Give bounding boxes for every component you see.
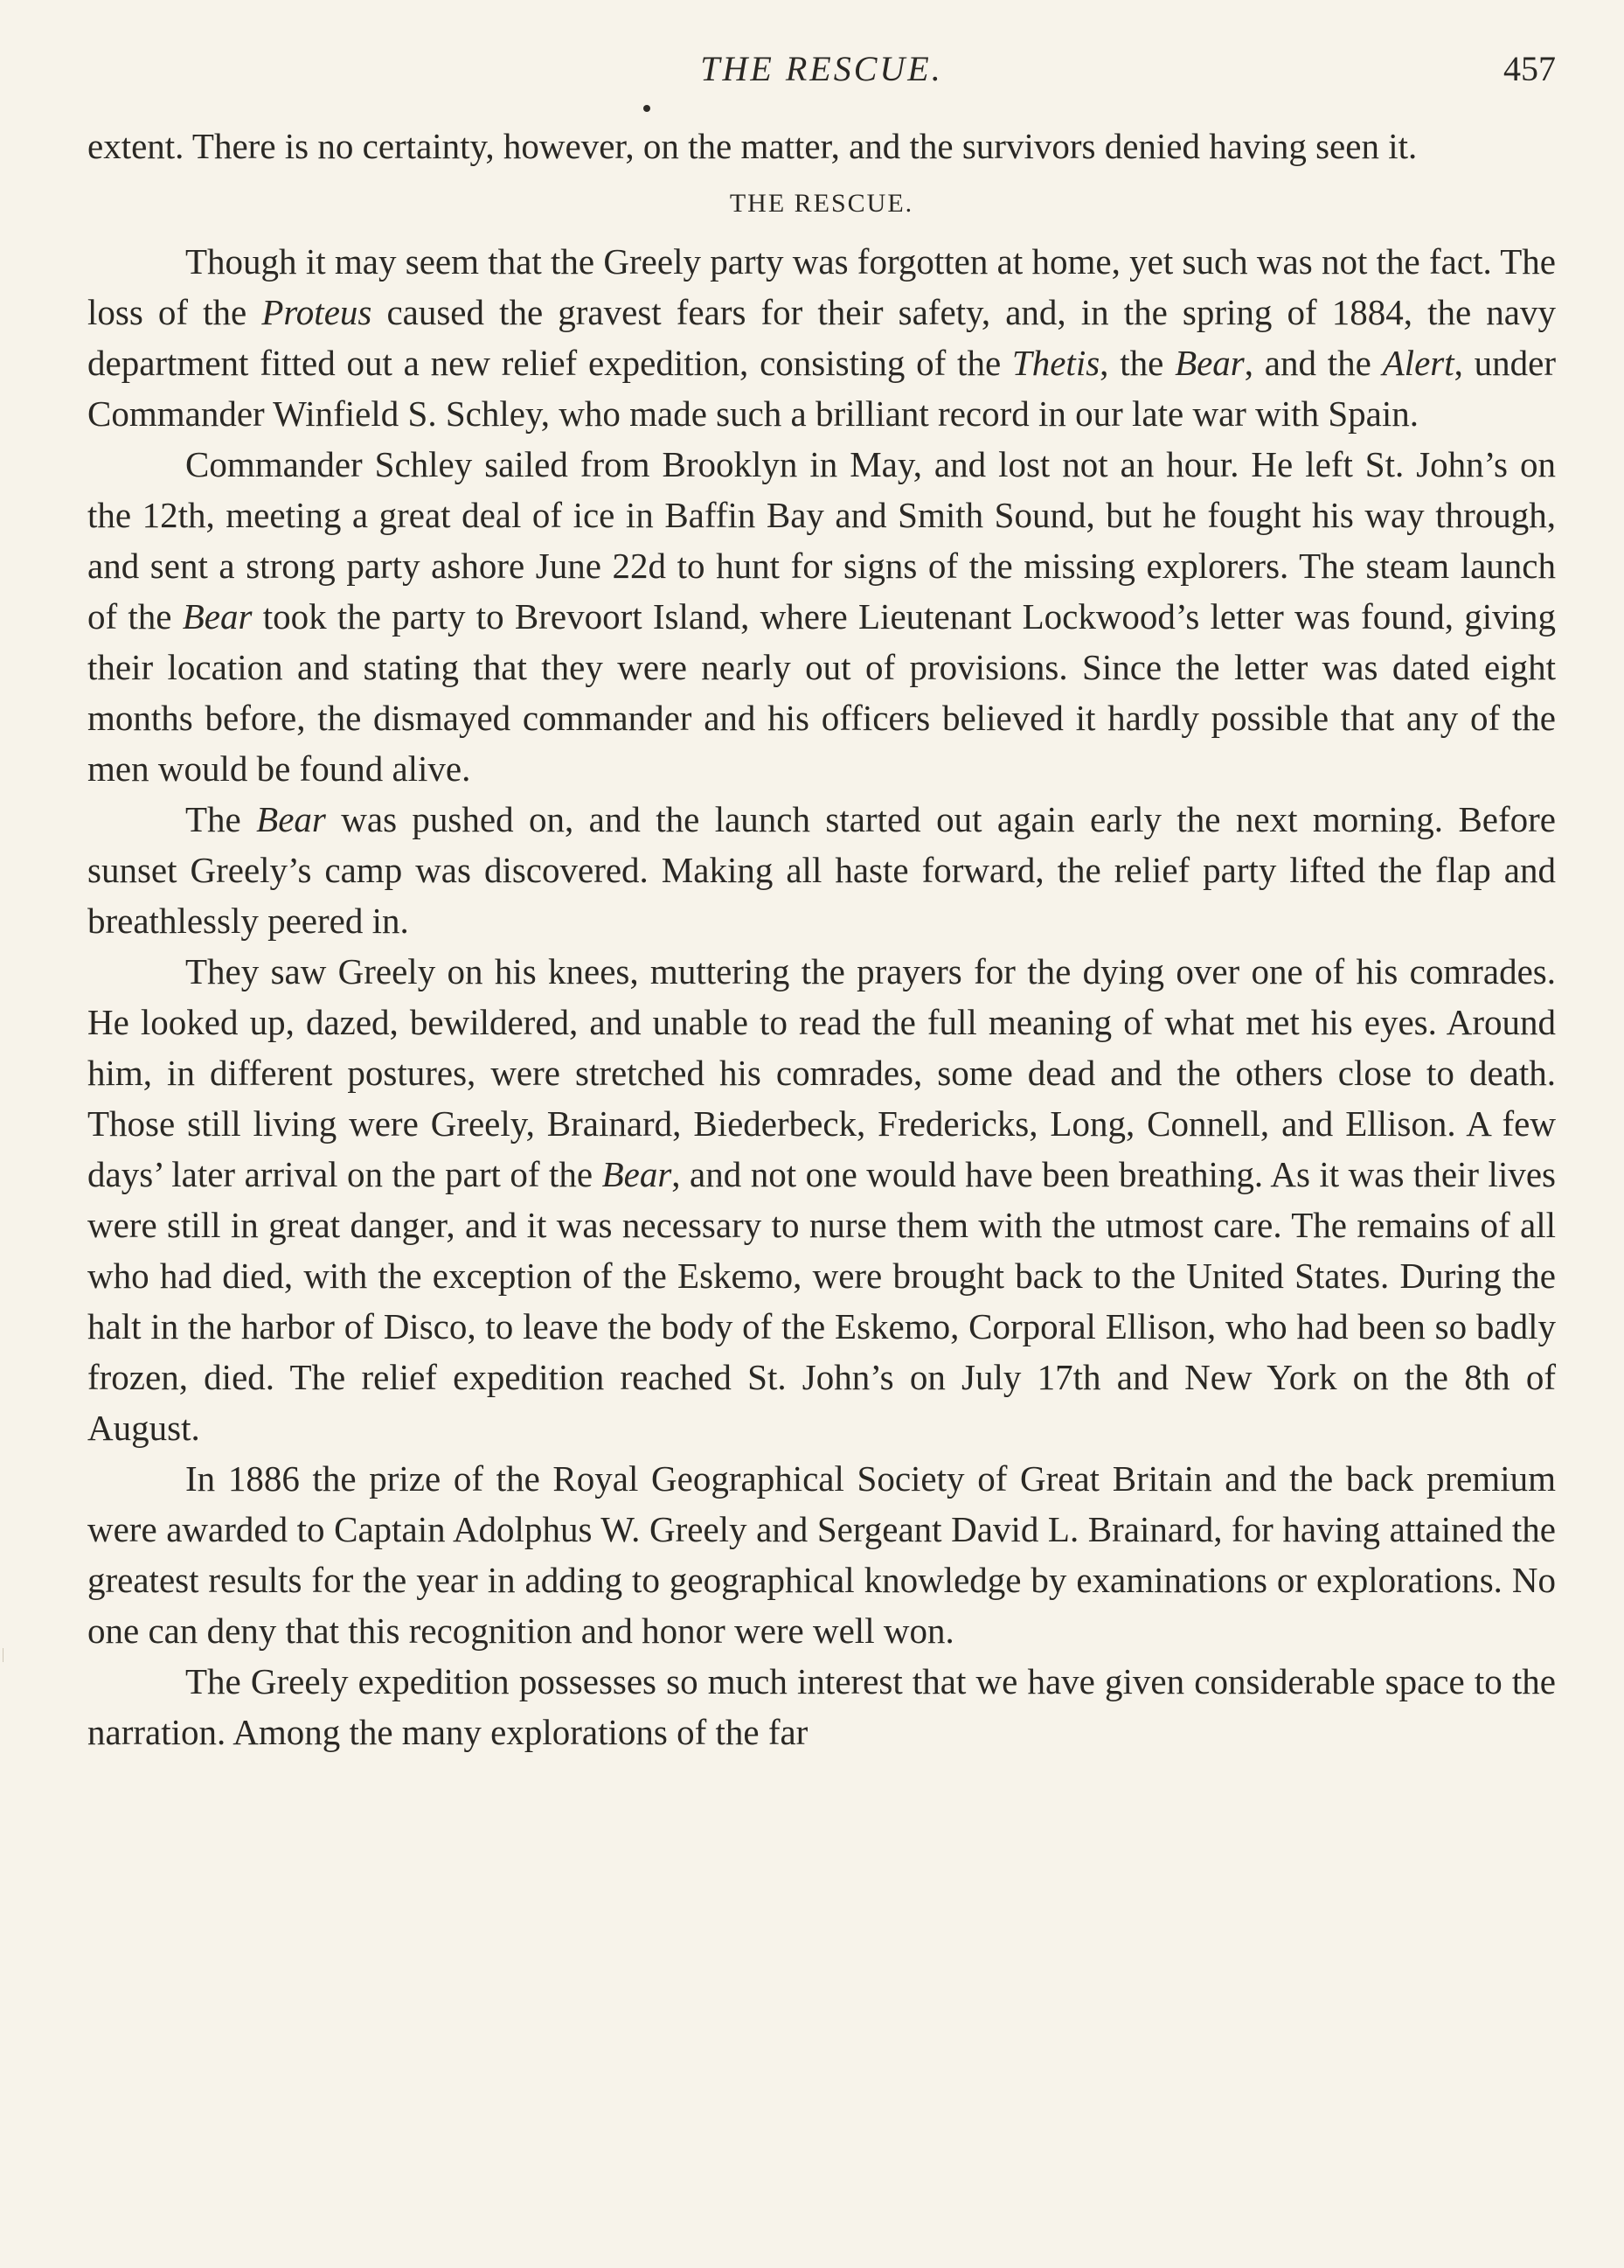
page-header	[87, 38, 1556, 100]
ship-name-bear: Bear	[182, 596, 253, 637]
body-text	[87, 121, 1556, 1757]
paragraph-3-text-c: was pushed on, and the launch started out again early the next morning. Before sunset Greely’s camp was discovered. Making all haste forward, the relief party lifted the flap and breathlessly peered in.	[87, 799, 1556, 941]
paragraph-1-text-g: , and the	[1244, 343, 1383, 383]
ship-name-thetis: Thetis	[1011, 343, 1100, 383]
intro-paragraph: extent. There is no certainty, however, on the matter, and the survivors denied having seen it.	[87, 126, 1418, 166]
running-head: THE RESCUE.	[700, 49, 943, 88]
ship-name-bear: Bear	[601, 1154, 672, 1194]
paragraph-1	[87, 236, 1556, 439]
paragraph-2-text-c: took the party to Brevoort Island, where Lieutenant Lockwood’s letter was found, giving their location and stating that they were nearly out of provisions. Since the letter was dated eight months before, the dismayed commander and his officers believed it hardly possible that any of the men would be found alive.	[87, 596, 1556, 789]
ship-name-proteus: Proteus	[261, 292, 372, 332]
paragraph-1-text-i: , under Commander Winfield S. Schley, who made such a brilliant record in our late war with Spain.	[87, 343, 1557, 434]
paragraph-5: In 1886 the prize of the Royal Geographical Society of Great Britain and the back premium were awarded to Captain Adolphus W. Greely and Sergeant David L. Brainard, for having attained the greatest results for the year in adding to geographical knowledge by examinations or explorations. No one can deny that this recognition and honor were well won.	[87, 1458, 1556, 1651]
center-dot-mark	[643, 105, 650, 112]
section-title: THE RESCUE.	[729, 189, 914, 218]
paragraph-6: The Greely expedition possesses so much interest that we have given considerable space to the narration. Among the many explorations of the far	[87, 1661, 1556, 1752]
paragraph-2-text-a: Commander Schley sailed from Brooklyn in May, and lost not an hour. He left St. John’s on the 12th, meeting a great deal of ice in Baffin Bay and Smith Sound, but he fought his way through, and sent a strong party ashore June 22d to hunt for signs of the missing explorers. The steam launch of the	[87, 444, 1556, 637]
paragraph-2	[87, 439, 1556, 794]
paragraph-1-text-a: Though it may seem that the Greely party was forgotten at home, yet such was not the fact. The loss of the	[87, 241, 1556, 332]
paragraph-4	[87, 946, 1556, 1453]
paragraph-4-text-c: , and not one would have been breathing. As it was their lives were still in great danger, and it was necessary to nurse them with the utmost care. The remains of all who had died, with the exception of the Eskemo, were brought back to the United States. During the halt in the harbor of Disco, to leave the body of the Eskemo, Corporal Ellison, who had been so badly frozen, died. The relief expedition reached St. John’s on July 17th and New York on the 8th of August.	[87, 1154, 1556, 1448]
page-number: 457	[1503, 49, 1556, 88]
ship-name-bear: Bear	[256, 799, 326, 839]
paragraph-1-text-e: , the	[1100, 343, 1176, 383]
ship-name-alert: Alert	[1382, 343, 1454, 383]
paragraph-3	[87, 794, 1556, 946]
ship-name-bear: Bear	[1175, 343, 1245, 383]
paragraph-1-text-c: caused the gravest fears for their safety, and, in the spring of 1884, the navy department fitted out a new relief expedition, consisting of the	[87, 292, 1556, 383]
paragraph-4-text-a: They saw Greely on his knees, muttering the prayers for the dying over one of his comrades. He looked up, dazed, bewildered, and unable to read the full meaning of what met his eyes. Around him, in different postures, were stretched his comrades, some dead and the others close to death. Those still living were Greely, Brainard, Biederbeck, Fredericks, Long, Connell, and Ellison. A few days’ later arrival on the part of the	[87, 951, 1556, 1194]
paragraph-3-text-a: The	[185, 799, 257, 839]
